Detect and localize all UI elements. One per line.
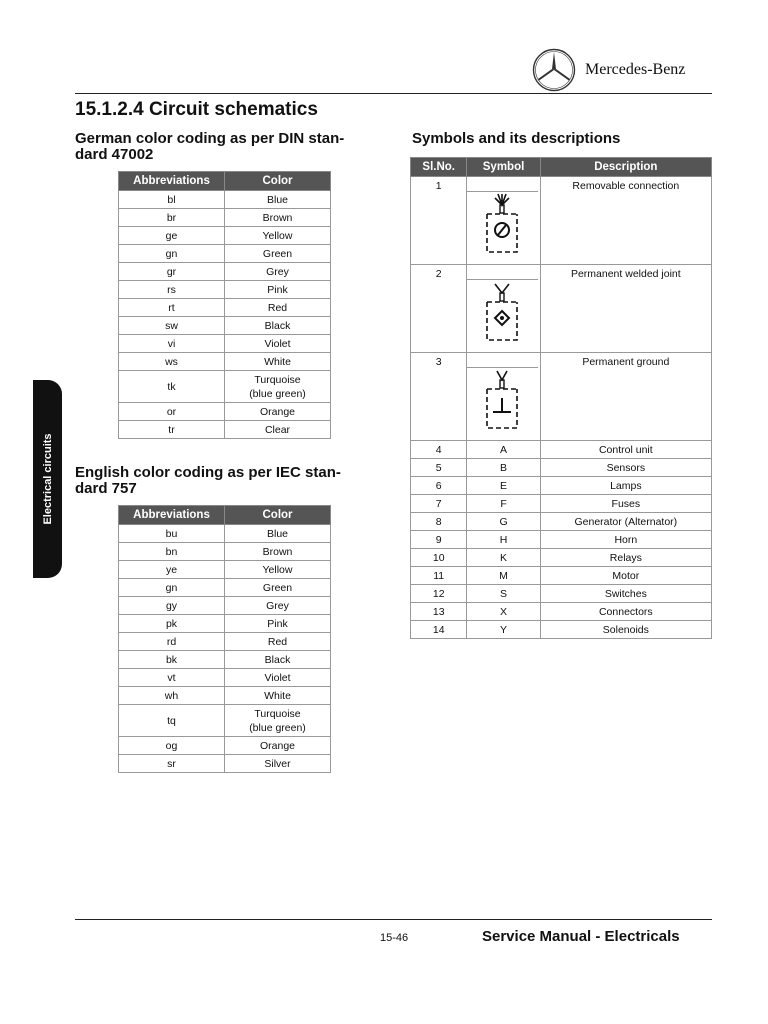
abbreviation-cell: gr xyxy=(119,263,225,281)
color-cell: White xyxy=(225,353,331,371)
table-row xyxy=(119,669,331,687)
symbol-cell: E xyxy=(467,477,540,495)
abbreviation-cell: sw xyxy=(119,317,225,335)
table-header-row xyxy=(411,158,712,177)
color-cell: Blue xyxy=(225,191,331,209)
color-cell: Violet xyxy=(225,335,331,353)
section-side-tab xyxy=(33,380,62,578)
table-row xyxy=(411,353,712,441)
col-abbreviations: Abbreviations xyxy=(119,172,225,191)
abbreviation-cell: bk xyxy=(119,651,225,669)
table-header-row xyxy=(119,172,331,191)
color-note: (blue green) xyxy=(249,387,306,400)
sl-no-cell: 8 xyxy=(411,513,467,531)
symbol-cell: H xyxy=(467,531,540,549)
symbol-cell: G xyxy=(467,513,540,531)
col-color: Color xyxy=(225,506,331,525)
col-sl-no: Sl.No. xyxy=(411,158,467,177)
symbol-cell: Y xyxy=(467,621,540,639)
description-cell: Motor xyxy=(540,567,711,585)
table-row xyxy=(119,633,331,651)
table-row xyxy=(119,579,331,597)
sl-no-cell: 4 xyxy=(411,441,467,459)
color-cell: Brown xyxy=(225,543,331,561)
description-cell: Generator (Alternator) xyxy=(540,513,711,531)
table-row xyxy=(119,371,331,403)
table-row xyxy=(119,191,331,209)
description-cell: Horn xyxy=(540,531,711,549)
col-abbreviations: Abbreviations xyxy=(119,506,225,525)
table-row xyxy=(411,585,712,603)
page-title: 15.1.2.4 Circuit schematics xyxy=(75,99,318,120)
description-cell: Relays xyxy=(540,549,711,567)
sl-no-cell: 7 xyxy=(411,495,467,513)
color-note: (blue green) xyxy=(249,721,306,734)
footer-rule xyxy=(75,919,712,920)
symbol-cell: S xyxy=(467,585,540,603)
table-row xyxy=(411,513,712,531)
english-heading-line1: English color coding as per IEC stan- xyxy=(75,464,341,481)
abbreviation-cell: wh xyxy=(119,687,225,705)
symbol-cell: M xyxy=(467,567,540,585)
color-cell: Red xyxy=(225,633,331,651)
table-row xyxy=(119,263,331,281)
abbreviation-cell: tq xyxy=(119,705,225,737)
description-cell: Solenoids xyxy=(540,621,711,639)
abbreviation-cell: ye xyxy=(119,561,225,579)
sl-no-cell: 1 xyxy=(411,177,467,265)
symbols-table xyxy=(410,157,712,639)
color-cell xyxy=(225,371,331,403)
german-color-table xyxy=(118,171,331,439)
table-row xyxy=(411,549,712,567)
side-tab-label: Electrical circuits xyxy=(41,433,54,525)
color-cell: Yellow xyxy=(225,227,331,245)
table-row xyxy=(119,317,331,335)
symbols-heading: Symbols and its descriptions xyxy=(412,130,621,147)
table-row xyxy=(119,299,331,317)
col-symbol: Symbol xyxy=(467,158,540,177)
welded-joint-icon xyxy=(467,279,538,350)
color-cell: Clear xyxy=(225,421,331,439)
english-color-table xyxy=(118,505,331,773)
color-cell xyxy=(225,705,331,737)
table-row xyxy=(411,477,712,495)
table-row xyxy=(411,459,712,477)
table-row xyxy=(119,737,331,755)
abbreviation-cell: ws xyxy=(119,353,225,371)
symbol-cell: F xyxy=(467,495,540,513)
col-description: Description xyxy=(540,158,711,177)
footer-title: Service Manual - Electricals xyxy=(482,928,680,945)
color-cell: Black xyxy=(225,651,331,669)
table-header-row xyxy=(119,506,331,525)
abbreviation-cell: rt xyxy=(119,299,225,317)
symbol-cell xyxy=(467,177,540,265)
abbreviation-cell: bu xyxy=(119,525,225,543)
sl-no-cell: 2 xyxy=(411,265,467,353)
table-row xyxy=(119,597,331,615)
abbreviation-cell: tk xyxy=(119,371,225,403)
german-heading xyxy=(75,131,344,163)
abbreviation-cell: tr xyxy=(119,421,225,439)
sl-no-cell: 6 xyxy=(411,477,467,495)
color-name: Turquoise xyxy=(254,373,301,386)
table-row xyxy=(119,227,331,245)
symbol-cell: B xyxy=(467,459,540,477)
german-heading-line1: German color coding as per DIN stan- xyxy=(75,130,345,147)
abbreviation-cell: og xyxy=(119,737,225,755)
abbreviation-cell: gn xyxy=(119,579,225,597)
symbol-cell xyxy=(467,265,540,353)
color-cell: Pink xyxy=(225,615,331,633)
table-row xyxy=(119,281,331,299)
color-cell: Orange xyxy=(225,737,331,755)
description-cell: Removable connection xyxy=(540,177,711,265)
abbreviation-cell: gn xyxy=(119,245,225,263)
symbol-cell: X xyxy=(467,603,540,621)
table-row xyxy=(119,615,331,633)
color-cell: Yellow xyxy=(225,561,331,579)
abbreviation-cell: ge xyxy=(119,227,225,245)
table-row xyxy=(119,525,331,543)
english-heading-line2: dard 757 xyxy=(75,480,137,497)
abbreviation-cell: bn xyxy=(119,543,225,561)
sl-no-cell: 12 xyxy=(411,585,467,603)
abbreviation-cell: vt xyxy=(119,669,225,687)
color-name: Turquoise xyxy=(254,707,301,720)
description-cell: Switches xyxy=(540,585,711,603)
abbreviation-cell: pk xyxy=(119,615,225,633)
english-heading xyxy=(75,465,341,497)
german-heading-line2: dard 47002 xyxy=(75,146,154,163)
table-row xyxy=(411,531,712,549)
symbol-cell: K xyxy=(467,549,540,567)
description-cell: Permanent ground xyxy=(540,353,711,441)
color-cell: Red xyxy=(225,299,331,317)
table-row xyxy=(411,265,712,353)
color-cell: Green xyxy=(225,245,331,263)
table-row xyxy=(411,621,712,639)
table-row xyxy=(411,441,712,459)
color-cell: Grey xyxy=(225,597,331,615)
color-cell: Silver xyxy=(225,755,331,773)
table-row xyxy=(119,421,331,439)
header-rule xyxy=(75,93,712,94)
symbol-cell: A xyxy=(467,441,540,459)
table-row xyxy=(119,245,331,263)
table-row xyxy=(119,755,331,773)
description-cell: Sensors xyxy=(540,459,711,477)
abbreviation-cell: rd xyxy=(119,633,225,651)
abbreviation-cell: vi xyxy=(119,335,225,353)
abbreviation-cell: br xyxy=(119,209,225,227)
abbreviation-cell: rs xyxy=(119,281,225,299)
color-cell: Brown xyxy=(225,209,331,227)
description-cell: Lamps xyxy=(540,477,711,495)
color-cell: Pink xyxy=(225,281,331,299)
table-row xyxy=(411,495,712,513)
table-row xyxy=(119,561,331,579)
color-cell: Blue xyxy=(225,525,331,543)
color-cell: Green xyxy=(225,579,331,597)
color-cell: Black xyxy=(225,317,331,335)
abbreviation-cell: bl xyxy=(119,191,225,209)
color-cell: Violet xyxy=(225,669,331,687)
sl-no-cell: 11 xyxy=(411,567,467,585)
description-cell: Permanent welded joint xyxy=(540,265,711,353)
description-cell: Control unit xyxy=(540,441,711,459)
col-color: Color xyxy=(225,172,331,191)
table-row xyxy=(119,209,331,227)
abbreviation-cell: gy xyxy=(119,597,225,615)
table-row xyxy=(119,403,331,421)
abbreviation-cell: or xyxy=(119,403,225,421)
table-row xyxy=(119,353,331,371)
table-row xyxy=(411,603,712,621)
removable-connection-icon xyxy=(467,191,538,262)
sl-no-cell: 5 xyxy=(411,459,467,477)
sl-no-cell: 14 xyxy=(411,621,467,639)
symbol-cell xyxy=(467,353,540,441)
ground-icon xyxy=(467,367,538,438)
table-row xyxy=(119,687,331,705)
sl-no-cell: 13 xyxy=(411,603,467,621)
sl-no-cell: 9 xyxy=(411,531,467,549)
table-row xyxy=(411,567,712,585)
sl-no-cell: 3 xyxy=(411,353,467,441)
mercedes-star-logo xyxy=(532,48,576,92)
table-row xyxy=(119,651,331,669)
sl-no-cell: 10 xyxy=(411,549,467,567)
table-row xyxy=(119,543,331,561)
description-cell: Connectors xyxy=(540,603,711,621)
description-cell: Fuses xyxy=(540,495,711,513)
color-cell: Grey xyxy=(225,263,331,281)
page-number: 15-46 xyxy=(380,932,409,944)
abbreviation-cell: sr xyxy=(119,755,225,773)
color-cell: Orange xyxy=(225,403,331,421)
table-row xyxy=(411,177,712,265)
table-row xyxy=(119,335,331,353)
color-cell: White xyxy=(225,687,331,705)
brand-name: Mercedes-Benz xyxy=(585,61,686,78)
table-row xyxy=(119,705,331,737)
